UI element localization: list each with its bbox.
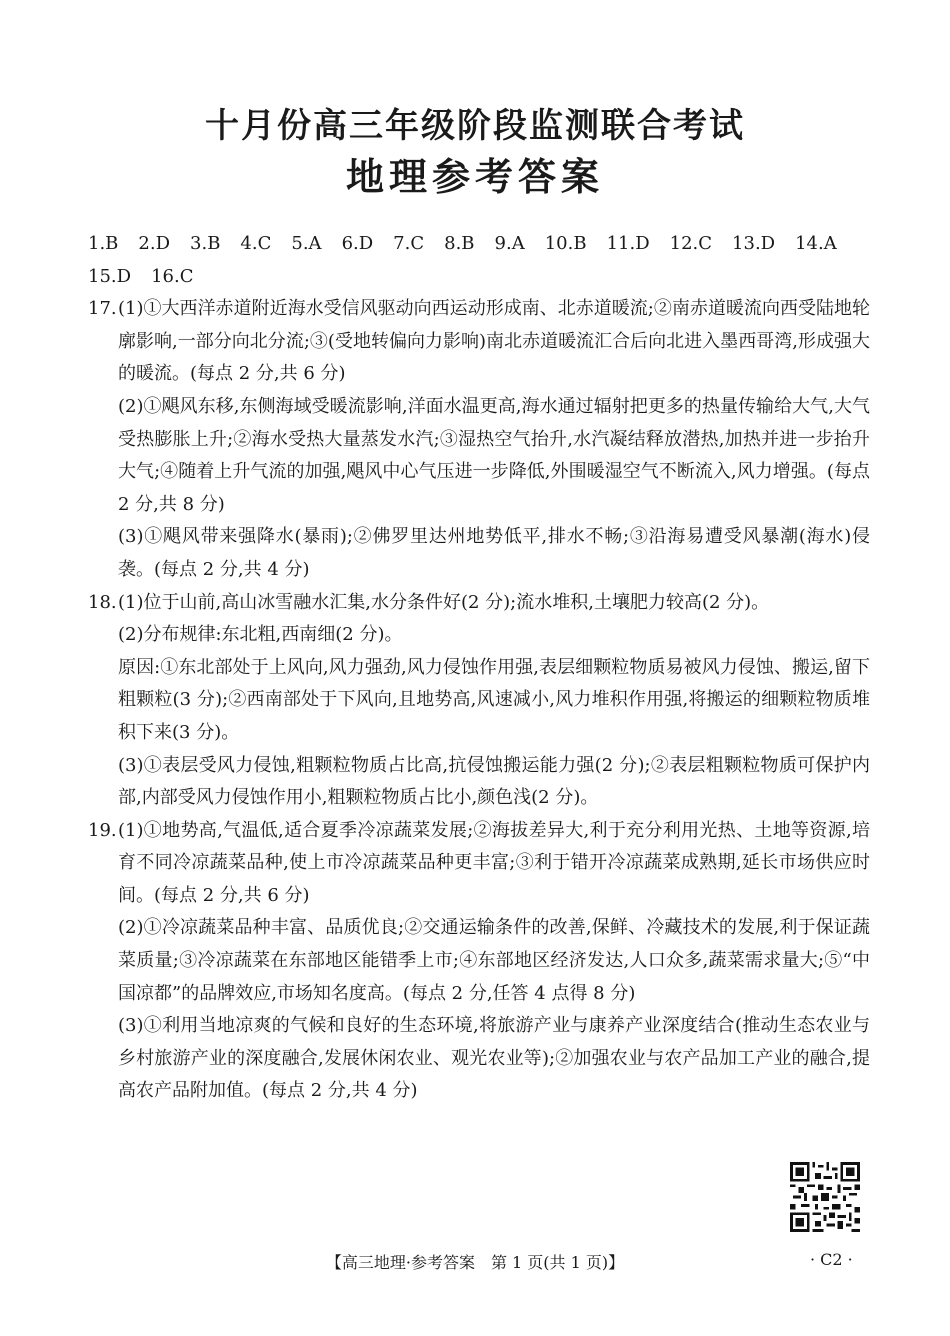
choice-answer: 8.B xyxy=(444,233,475,254)
answer-paragraph: (2)分布规律:东北粗,西南细(2 分)。 xyxy=(118,624,403,646)
question-number: 18. xyxy=(88,591,117,613)
choice-answer: 2.D xyxy=(138,233,171,254)
answer-paragraph: 原因:①东北部处于上风向,风力强劲,风力侵蚀作用强,表层细颗粒物质易被风力侵蚀、搬运,留下粗颗粒(3 分);②西南部处于下风向,且地势高,风速减小,风力堆积作用强,将搬运的细颗粒物质堆积下来(3 分)。 xyxy=(118,656,870,743)
qr-code-icon xyxy=(790,1162,860,1232)
question-18 xyxy=(88,587,870,815)
choice-answers-row-1 xyxy=(88,228,870,261)
question-number: 19. xyxy=(88,819,117,841)
answer-paragraph: (1)①大西洋赤道附近海水受信风驱动向西运动形成南、北赤道暖流;②南赤道暖流向西受陆地轮廓影响,一部分向北分流;③(受地转偏向力影响)南北赤道暖流汇合后向北进入墨西哥湾,形成强大的暖流。(每点 2 分,共 6 分) xyxy=(118,298,870,385)
page-code: · C2 · xyxy=(810,1250,853,1269)
choice-answer: 9.A xyxy=(494,233,525,254)
choice-answer: 1.B xyxy=(88,233,119,254)
choice-answer: 11.D xyxy=(606,233,650,254)
choice-answers-row-2 xyxy=(88,261,870,294)
page-title: 十月份高三年级阶段监测联合考试 xyxy=(205,106,745,146)
choice-answer: 6.D xyxy=(341,233,374,254)
answer-paragraph: (3)①飓风带来强降水(暴雨);②佛罗里达州地势低平,排水不畅;③沿海易遭受风暴潮(海水)侵袭。(每点 2 分,共 4 分) xyxy=(118,526,870,580)
choice-answer: 5.A xyxy=(291,233,322,254)
question-number: 17. xyxy=(88,298,117,320)
answer-paragraph: (2)①飓风东移,东侧海域受暖流影响,洋面水温更高,海水通过辐射把更多的热量传输给大气,大气受热膨胀上升;②海水受热大量蒸发水汽;③湿热空气抬升,水汽凝结释放潜热,加热并进一步抬升大气;④随着上升气流的加强,飓风中心气压进一步降低,外围暖湿空气不断流入,风力增强。(每点 2 分,共 8 分) xyxy=(118,395,870,515)
choice-answer: 3.B xyxy=(190,233,221,254)
answer-paragraph: (1)①地势高,气温低,适合夏季冷凉蔬菜发展;②海拔差异大,利于充分利用光热、土地等资源,培育不同冷凉蔬菜品种,使上市冷凉蔬菜品种更丰富;③利于错开冷凉蔬菜成熟期,延长市场供应时间。(每点 2 分,共 6 分) xyxy=(118,819,870,906)
choice-answer: 14.A xyxy=(795,233,837,254)
choice-answer: 10.B xyxy=(544,233,587,254)
choice-answer: 12.C xyxy=(669,233,713,254)
choice-answer: 7.C xyxy=(393,233,425,254)
answer-paragraph: (1)位于山前,高山冰雪融水汇集,水分条件好(2 分);流水堆积,土壤肥力较高(2 分)。 xyxy=(118,591,770,613)
choice-answer: 16.C xyxy=(151,265,194,287)
choice-answer: 13.D xyxy=(732,233,776,254)
page-footer: 【高三地理·参考答案 第 1 页(共 1 页)】 xyxy=(325,1253,625,1272)
choice-answer: 4.C xyxy=(240,233,272,254)
question-17 xyxy=(88,293,870,586)
question-19 xyxy=(88,815,870,1108)
page-subtitle: 地理参考答案 xyxy=(345,155,604,199)
answer-content xyxy=(88,228,870,1108)
choice-answer: 15.D xyxy=(88,265,132,287)
answer-paragraph: (3)①利用当地凉爽的气候和良好的生态环境,将旅游产业与康养产业深度结合(推动生态农业与乡村旅游产业的深度融合,发展休闲农业、观光农业等);②加强农业与农产品加工产业的融合,提高农产品附加值。(每点 2 分,共 4 分) xyxy=(118,1015,870,1102)
answer-paragraph: (3)①表层受风力侵蚀,粗颗粒物质占比高,抗侵蚀搬运能力强(2 分);②表层粗颗粒物质可保护内部,内部受风力侵蚀作用小,粗颗粒物质占比小,颜色浅(2 分)。 xyxy=(118,754,870,809)
answer-paragraph: (2)①冷凉蔬菜品种丰富、品质优良;②交通运输条件的改善,保鲜、冷藏技术的发展,利于保证蔬菜质量;③冷凉蔬菜在东部地区能错季上市;④东部地区经济发达,人口众多,蔬菜需求量大;⑤“中国凉都”的品牌效应,市场知名度高。(每点 2 分,任答 4 点得 8 分) xyxy=(118,917,870,1004)
